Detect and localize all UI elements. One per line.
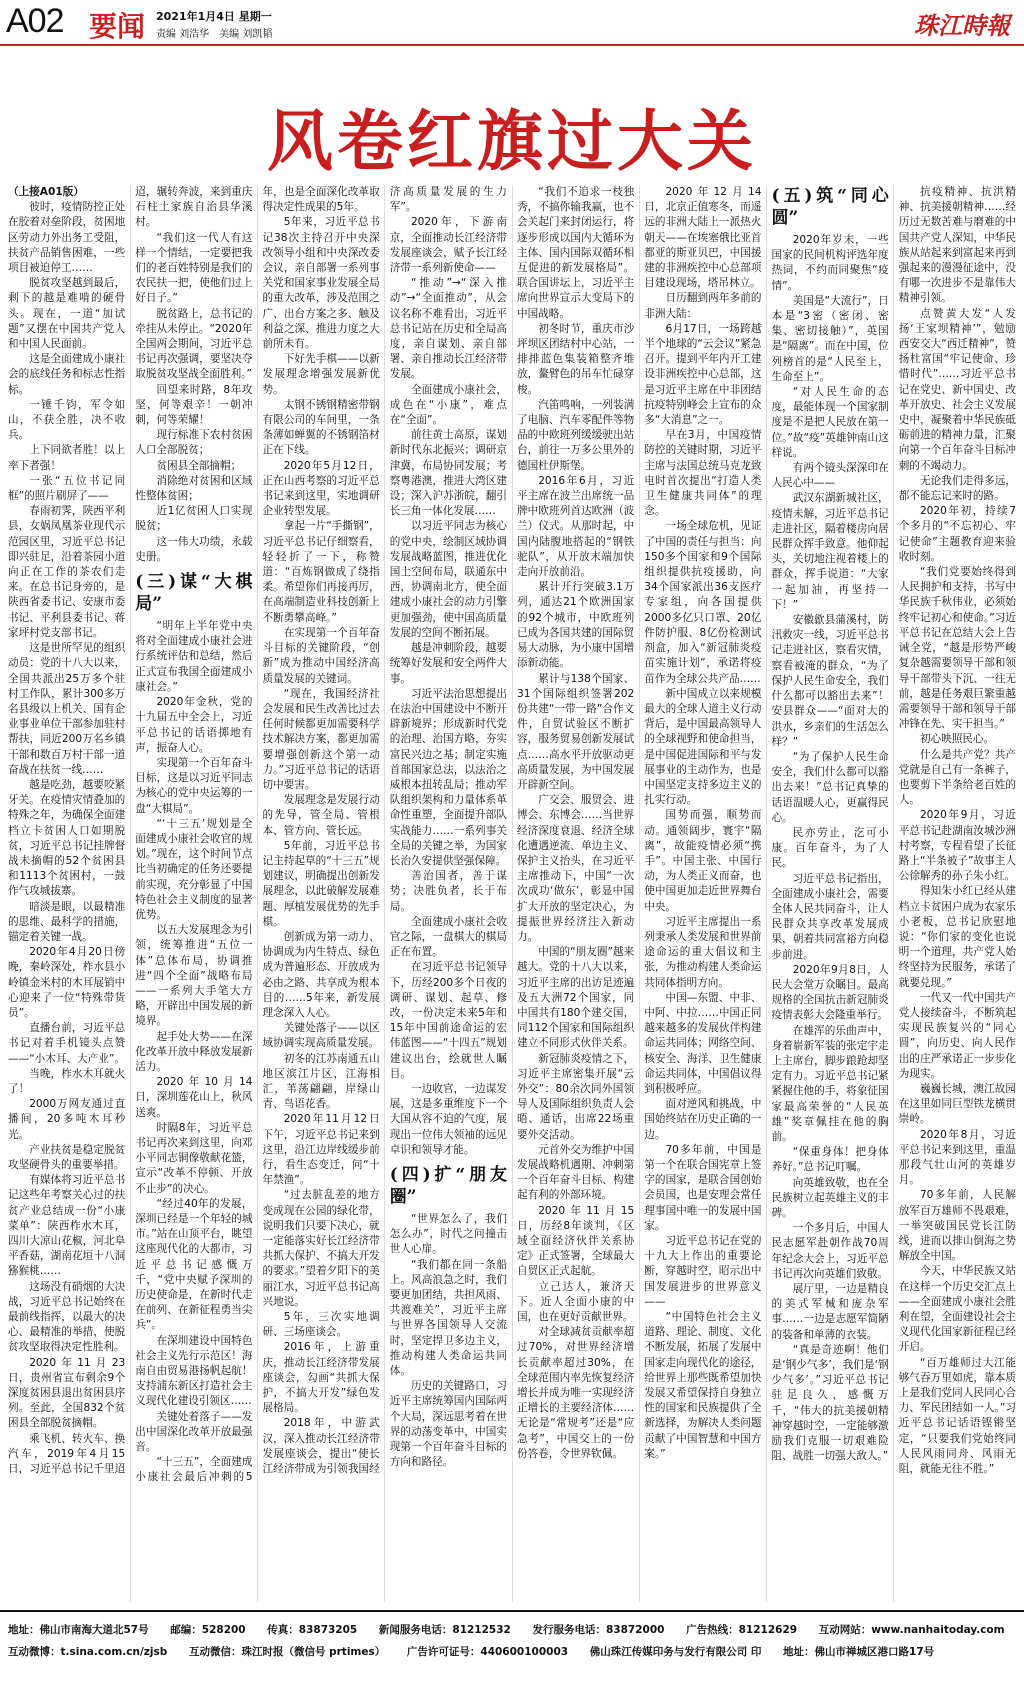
paragraph: 拿起一片“手撕钢”，习近平总书记仔细察看，轻轻折了一下，称赞道：“百炼钢做成了绕指柔。希望你们再接再厉，在高端制造业科技创新上不断勇攀高峰。” [262,520,380,624]
paragraph: 一场全球危机，见证了中国的责任与担当：向150多个国家和9个国际组织提供抗疫援助，向34个国家派出36支医疗专家组，向各国提供2000多亿只口罩、20亿件防护服、8亿份检测试剂盒，加入“新冠肺炎疫苗实施计划”，承诺将疫苗作为全球公共产品…… [644,520,762,685]
paragraph: 以五大发展理念为引领，统筹推进“五位一体”总体布局，协调推进“四个全面”战略布局——一系列大手笔大方略，开辟出中国发展的新境界。 [135,924,253,1028]
paragraph: 新中国成立以来规模最大的全球人道主义行动背后，是中国最高领导人的全球视野和使命担当，是中国促进国际和平与发展事业的主动作为，也是中国坚定支持多边主义的扎实行动。 [644,687,762,807]
footer-weibo: 互动微博：t.sina.com.cn/zjsb [8,1646,168,1658]
paragraph: 历史的关键路口，习近平主席统筹国内国际两个大局，深远思考着在世界的动荡变革中，中国实现第一个百年奋斗目标的方向和路径。 [389,1380,507,1469]
paragraph: 一个多月后，中国人民志愿军赴朝作战70周年纪念大会上，习近平总书记再次向英雄们致敬。 [771,1222,889,1280]
paragraph: 彼时，疫情防控正处在胶着对垒阶段，贫困地区劳动力外出务工受阻，扶贫产品销售困难，一些项目被迫停工…… [8,201,126,275]
paragraph: “中国特色社会主义道路、理论、制度、文化不断发展，拓展了发展中国家走向现代化的途径，给世界上那些既希望加快发展又希望保持自身独立性的国家和民族提供了全新选择，为解决人类问题贡献了中国智慧和中国方案。” [644,1311,762,1460]
paragraph: 一张“五位书记同框”的照片刷屏了—— [8,474,126,503]
paragraph: 前往黄土高原，谋划新时代东北振兴；调研京津冀，布局协同发展；考察粤港澳，推进大湾区建设；深入沪苏浙皖，翻引长三角一体化发展…… [389,429,507,518]
paragraph: 日历翻到两年多前的非洲大陆： [644,292,762,320]
paragraph: “推动”→“深入推动”→“全面推动”，从会议名称不难看出，习近平总书记站在历史和全局高度，亲自谋划、亲自部署、亲自推动长江经济带发展。 [389,277,507,381]
paragraph: 早在3月，中国疫情防控的关键时期，习近平主席与法国总统马克龙致电时首次提出“打造人类卫生健康共同体”的理念。 [644,429,762,518]
paragraph: 2020年5月12日，正在山西考察的习近平总书记来到这里，实地调研企业转型发展。 [262,459,380,518]
paragraph: 2020年9月，习近平总书记赴湖南汝城沙洲村考察，专程看望了长征路上“半条被子”故事主人公徐解秀的孙子朱小红。 [898,809,1016,883]
paragraph: “对人民生命的态度，最能体现一个国家制度是不是把人民放在第一位。”故“疫”英雄钟南山这样说。 [771,386,889,459]
paragraph: 广交会、服贸会、进博会、东博会……当世界经济深度衰退、经济全球化遭遇逆流、单边主义、保护主义抬头，在习近平主席推动下，中国“一次次成功‘做东’，彰显中国扩大开放的坚定决心，为提振世界经济注入新动力。 [517,794,635,943]
paragraph: 2020年8月，习近平总书记来到这里，重温那段气壮山河的英雄岁月。 [898,1128,1016,1187]
paragraph: 有两个镜头深深印在人民心中—— [771,462,889,490]
paragraph: 得知朱小红已经从建档立卡贫困户成为农家乐小老板，总书记欣慰地说：“你们家的变化也说明一个道理，共产党人始终坚持为民服务，承诺了就要兑现。” [898,885,1016,989]
paragraph: “我们党要始终得到人民拥护和支持，书写中华民族千秋伟业，必须始终牢记初心和使命。”习近平总书记在总结大会上告诫全党，“越是形势严峻复杂越需要领导干部和领导干部带头下沉、一往无前，越是任务艰巨繁重越需要领导干部和领导干部冲锋在先、实干担当。” [898,566,1016,731]
section-heading-5: (五)筑“同心圆” [771,186,889,228]
paragraph: 当晚，柞水木耳就火了！ [8,1067,126,1095]
paragraph: 2020年11月23日，贵州省宣布剩余9个深度贫困县退出贫困县序列。至此，全国832个贫困县全部脱贫摘帽。 [8,1356,126,1430]
paragraph: 春雨初霁，陕西平利县，女娲凤凰茶业现代示范园区里，习近平总书记即兴驻足，沿着茶园小道向正在工作的茶农们走来。在总书记身旁的，是陕西省委书记、安康市委书记、平利县委书记、蒋家坪村党支部书记。 [8,505,126,639]
paragraph: “我们这一代人有这样一个情结，一定要把我们的老百姓特别是我们的农民扶一把，使他们过上好日子。” [135,231,253,305]
paragraph: “百万雄师过大江能够气吞万里如虎，靠本质上是我们党同人民同心合力、军民团结如一人。”习近平总书记话语铿锵坚定，“只要我们党始终同人民风雨同舟、风雨无阻，就能无往不胜。” [898,1356,1016,1476]
paragraph: 安徽歙县蒲溪村，防汛救灾一线，习近平总书记走进社区，察看灾情，察看被淹的群众，“为了保护人民生命安全，我们什么都可以豁出去来”！安县群众——“面对大的洪水，乡亲们的生活怎么样？” [771,614,889,748]
paragraph: 这是全面建成小康社会的底线任务和标志性指标。 [8,353,126,396]
article-body [8,185,1016,1602]
paragraph: 民亦劳止，汔可小康。百年奋斗，为了人民。 [771,826,889,870]
paragraph: 越是冲刺阶段，越要统筹好发展和安全两件大事。 [389,642,507,685]
paragraph: 汽笛鸣响，一列装满了电脑、汽车零配件等物品的中欧班列缓缓驶出站台，前往一万多公里外的德国杜伊斯堡。 [517,398,635,472]
paragraph: “保重身体！把身体养好。”总书记叮嘱。 [771,1146,889,1174]
paragraph: 5年前，习近平总书记主持起草的“十三五”规划建议，明确提出创新发展理念，以此破解发展难题、厚植发展优势的先手棋。 [262,839,380,928]
paragraph: “世界怎么了，我们怎么办”，时代之问撞击世人心扉。 [389,1213,507,1256]
section-title: 要闻 [89,10,146,43]
paragraph: 2016年6月，习近平主席在波兰出席统一品牌中欧班列首达欧洲（波兰）仪式。从那时起，中国内陆腹地搭起的“钢铁驼队”，从开放末端加快走向开放前沿。 [517,474,635,579]
paragraph: 关键处着落子——发出中国深化改革开放最强音。 [135,1410,253,1454]
paragraph: 脱贫攻坚越到最后，剩下的越是难啃的硬骨头。现在，一道“加试题”又摆在中国共产党人和中国人民面前。 [8,277,126,351]
paragraph: 立己达人，兼济天下。近人全面小康的中国，也在更好贡献世界。 [517,1280,635,1324]
paragraph: 点赞黄大发“人发扬‘王家坝精神’”，勉励西安交大“西迁精神”，赞扬杜富国“牢记使命、珍惜时代”……习近平总书记在党史、新中国史、改革开放史、社会主义发展史中，凝聚着中华民族砥砺前进的精神力量，汇聚向第一个百年奋斗目标冲刺的不竭动力。 [898,307,1016,472]
paragraph: “真是奇迹啊！他们是‘钢少气多’，我们是‘钢少气多’。”习近平总书记驻足良久，感慨万千，“伟大的抗美援朝精神穿越时空，一定能够激励我们克服一切艰难险阻、战胜一切强大敌人。” [771,1343,889,1463]
footer-ad-license: 广告许可证号：440600100003 [406,1646,569,1658]
paragraph: 一边收官，一边谋发展，这是多重维度下一个大国从容不迫的气度，展现出一位伟大领袖的远见卓识和领导才能。 [389,1082,507,1156]
paragraph: 累计开行突破3.1万列，通达21个欧洲国家的92个城市，中欧班列已成为各国共建的国际贸易大动脉，为小康中国增添新动能。 [517,581,635,670]
paragraph: 2020年4月20日傍晚，秦岭深处，柞水县小岭镇金米村的木耳展销中心迎来了一位“特殊带货员”。 [8,946,126,1019]
paragraph: “我们都在同一条船上。风高浪急之时，我们要更加团结，共担风雨、共渡难关”，习近平主席与世界各国领导人交流时，坚定捍卫多边主义，推动构建人类命运共同体。 [389,1258,507,1378]
paragraph: 关键处落子——以区域协调实现高质量发展。 [262,1022,380,1050]
paragraph: 新冠肺炎疫情之下，习近平主席密集开展“云外交”：80余次同外国领导人及国际组织负责人会晤、通话，出席22场重要外交活动。 [517,1052,635,1141]
paragraph: 上下同欲者胜！以上率下者强！ [8,444,126,472]
paragraph: 在实现第一个百年奋斗目标的关键阶段，“创新”成为推动中国经济高质量发展的关键词。 [262,626,380,685]
paragraph: “经过40年的发展，深圳已经是一个年轻的城市。”站在山顶平台，眺望这座现代化的大都市，习近平总书记感慨万千，“党中央赋予深圳的历史使命是，在新时代走在前列、在新征程勇当尖兵”。 [135,1197,253,1332]
paragraph: 2020年12月14日，北京正值寒冬，而遥远的非洲大陆上一派热火朝天——在埃塞俄比亚首都亚的斯亚贝巴，中国援建的非洲疾控中心总部项目建设现场，塔吊林立。 [644,186,762,290]
paragraph: 展厅里，一边是精良的美式军械和庞杂军事……一边是志愿军简陋的装备和单薄的衣装。 [771,1283,889,1341]
paragraph: 脱贫路上，总书记的牵挂从未停止。“2020年全国两会期间，习近平总书记再次强调，要坚决夺取脱贫攻坚战全面胜利。” [135,307,253,381]
paragraph: 中国的“朋友圈”越来越大。党的十八大以来，习近平主席的出访足迹遍及五大洲72个国家，同中国共有180个建交国，同112个国家和国际组织建立不同形式伙伴关系。 [517,946,635,1050]
paragraph: 全面建成小康社会收官之际，一盘棋大的棋局正在布置。 [389,915,507,959]
paragraph: 初心映照民心。 [919,733,995,746]
paragraph: 太钢不锈钢精密带钢有限公司的车间里，一条条薄如蝉翼的不锈钢箔材正在下线。 [262,398,380,457]
paragraph: 5年，三次实地调研、三场座谈会。 [262,1311,380,1339]
paragraph: 2020年11月15日，历经8年谈判，《区域全面经济伙伴关系协定》正式签署，全球最大自贸区正式起航。 [517,1204,635,1278]
footer-wechat: 互动微信：珠江时报（微信号 prtimes） [188,1646,386,1658]
paragraph: 创新成为第一动力、协调成为内生特点、绿色成为普遍形态、开放成为必由之路、共享成为根本目的……5年来，新发展理念深入人心。 [262,930,380,1019]
footer-postcode: 邮编：528200 [170,1624,246,1636]
paragraph: 实现第一个百年奋斗目标，这是以习近平同志为核心的党中央运筹的一盘“大棋局”。 [135,756,253,815]
paragraph: 今天，中华民族又站在这样一个历史交汇点上——全面建成小康社会胜利在望，全面建设社会主义现代化国家新征程已经开启。 [898,1265,1016,1354]
footer-publisher-line [8,1644,952,1659]
paragraph: 以习近平同志为核心的党中央，绘制区域协调发展战略蓝图，推进优化国土空间布局，联通东中西，协调南北方，使全面建成小康社会的动力引擎更加强劲，使中国高质量发展的空间不断拓展。 [389,520,507,639]
paragraph: 抗疫精神、抗洪精神、抗美援朝精神……经历过无数苦难与磨难的中国共产党人深知，中华民族从站起来到富起来再到强起来的漫漫征途中，没有哪一次进步不是靠伟大精神引领。 [898,186,1016,305]
paragraph: 5年来，习近平总书记38次主持召开中央深改领导小组和中央深改委会议，亲自部署一系列事关党和国家事业发展全局的重大改革，涉及范围之广、出台方案之多、触及利益之深、推进力度之大前所未有。 [262,216,380,351]
paragraph: 现行标准下农村贫困人口全部脱贫； [135,429,253,457]
paragraph: “为了保护人民生命安全，我们什么都可以豁出去来！”总书记真挚的话语温暖人心，更赢得民心。 [771,750,889,824]
paragraph: 2000万网友通过直播间，20多吨木耳秒光。 [8,1098,126,1141]
paragraph: “过去脏乱差的地方变成现在公园的绿化带，说明我们只要下决心，就一定能落实好长江经济带共抓大保护、不搞大开发的要求。”望着夕阳下的美丽江水，习近平总书记高兴地说。 [262,1189,380,1308]
page-code: A02 [6,2,64,40]
paragraph: 近1亿贫困人口实现脱贫； [135,505,253,533]
paragraph: 无论我们走得多远，都不能忘记来时的路。 [898,474,1016,503]
paragraph: 习近平法治思想提出在法治中国建设中不断开辟新境界；形成新时代党的治理、治国方略，夯实富民兴边之基；制定实施首部国家总法，以法治之威根本扭转乱局；推动军队组织架构和力量体系革命性重塑，全面提升部队实战能力……一系列事关全局的关键之举，为国家长治久安提供坚强保障。 [389,687,507,867]
issue-date: 2021年1月4日 星期一 [156,10,272,23]
paragraph: “‘十三五’规划是全面建成小康社会收官的规划。”现在，这个时间节点比当初确定的任务还要提前实现，充分彰显了中国特色社会主义制度的显著优势。 [135,817,253,921]
paragraph: 回望来时路，8年攻坚，何等艰辛！一朝冲刺，何等荣耀！ [135,383,253,427]
paragraph: 这是世所罕见的组织动员：党的十八大以来，全国共派出25万多个驻村工作队，累计300多万名县级以上机关、国有企业事业单位干部参加驻村帮扶，同近200万名乡镇干部和数百万村干部一道奋战在扶贫一线…… [8,642,126,776]
paragraph: 2020年11月12日下午，习近平总书记来到这里，沿江边岸线缓步前行，看生态变迁，问“十年禁渔”。 [262,1113,380,1187]
continued-from: （上接A01版） [8,186,84,198]
paragraph: 2020年金秋，党的十九届五中全会上，习近平总书记的话语掷地有声，振奋人心。 [135,696,253,754]
paragraph: 中国—东盟、中非、中阿、中拉……中国正同越来越多的发展伙伴构建命运共同体；网络空间、核安全、海洋、卫生健康命运共同体，中国倡议得到积极呼应。 [644,991,762,1095]
paragraph: “明年上半年党中央将对全面建成小康社会进行系统评估和总结，然后正式宣布我国全面建成小康社会。” [135,620,253,693]
paragraph: 累计与138个国家、31个国际组织签署202份共建“一带一路”合作文件，自贸试验区不断扩容，服务贸易创新发展试点……高水平开放驱动更高质量发展，为中国发展开辟新空间。 [517,672,635,791]
paragraph: 直播台前，习近平总书记对着手机镜头点赞——“小木耳、大产业”。 [8,1022,126,1065]
paragraph: 在习近平总书记领导下，历经200多个日夜的调研、谋划、起草、修改，一份决定未来5年和15年中国前途命运的宏伟蓝图——“十四五”规划建议出台，绘就世人瞩目。 [389,961,507,1080]
paragraph: 2020年9月8日，人民大会堂万众瞩目。最高规格的全国抗击新冠肺炎疫情表彰大会隆重举行。 [771,963,889,1022]
footer-address: 地址：佛山市南海大道北57号 [8,1624,149,1636]
paragraph: 起手处大势——在深化改革开放中释放发展新活力。 [135,1030,253,1073]
paragraph: 产业扶贫是稳定脱贫攻坚硬骨头的重要举措。 [8,1143,126,1171]
section-heading-4: (四)扩“朋友圈” [389,1165,507,1207]
paragraph: 全面建成小康社会，成色在“小康”，难点在“全面”。 [389,383,507,427]
paragraph: 美国是“大流行”，日本是“3密（密闭、密集、密切接触）”，英国是“隔离”。而在中国，位列榜首的是“人民至上，生命至上”。 [771,294,889,383]
paragraph: 习近平总书记指出，全面建成小康社会，需要全体人民共同奋斗，让人民群众共享改革发展成果，朝着共同富裕方向稳步前进。 [771,872,889,961]
paragraph: 2018年，中游武汉，深入推动长江经济带发展座谈会，提出“使长江经济带成为引领我国经济高质量发展的生力军”。 [262,186,507,1476]
paragraph: “现在，我国经济社会发展和民生改善比过去任何时候都更加需要科学技术解决方案，都更加需要增强创新这个第一动力。”习近平总书记的话语切中要害。 [262,687,380,791]
paragraph: 在深圳建设中国特色社会主义先行示范区！海南自由贸易港扬帆起航！支持浦东新区打造社会主义现代化建设引领区…… [135,1334,253,1408]
paragraph: 下好先手棋——以新发展理念增强发展新优势。 [262,353,380,396]
footer-printer-address: 地址：佛山市禅城区港口路17号 [783,1646,935,1658]
paragraph: 善治国者，善于谋势；决胜负者，长于布局。 [389,870,507,913]
paragraph: 2016年，上游重庆，推动长江经济带发展座谈会，勾画“共抓大保护，不搞大开发”绿色发展格局。 [262,1341,380,1415]
paragraph: 这一伟大功绩，永载史册。 [135,535,253,563]
footer-ad-hotline: 广告热线：81212629 [686,1624,798,1636]
section-heading-3: (三)谋“大棋局” [135,572,253,615]
paragraph: 70多年前，中国是第一个在联合国宪章上签字的国家，是联合国创始会员国，也是安理会常任理事国中唯一的发展中国家。 [644,1143,762,1232]
paragraph: 习近平主席提出一系列秉承人类发展和世界前途命运的重大倡议和主张，为推动构建人类命运共同体指明方向。 [644,915,762,989]
paragraph: 面对逆风和挑战，中国始终站在历史正确的一边。 [644,1098,762,1141]
paragraph: 巍巍长城，澳江故园在这里如同巨型铁龙横贯崇岭。 [898,1082,1016,1126]
paragraph: 在雄浑的乐曲声中，身着崭新军装的张定宇走上主席台，脚步踉跄却坚定有力。习近平总书记紧紧握住他的手，将象征国家最高荣誉的“人民英雄”奖章佩挂在他的胸前。 [771,1024,889,1143]
footer-fax: 传真：83873205 [267,1624,358,1636]
footer-contact-line [8,1622,1023,1637]
paragraph: 2020年10月14日，深圳莲花山上，秋风送爽。 [135,1076,253,1119]
paragraph: 习近平总书记在党的十九大上作出的重要论断，穿越时空，昭示出中国发展进步的世界意义—— [644,1235,762,1308]
paragraph: 初冬时节，重庆市沙坪坝区团结村中心站，一排排蓝色集装箱整齐堆放，鳌臂色的吊车忙碌穿梭。 [517,322,635,396]
footer-news-hotline: 新闻服务电话：81212532 [378,1624,511,1636]
paragraph: 越是吃劲，越要咬紧牙关。在疫情灾情叠加的特殊之年，为确保全面建档立卡贫困人口如期脱贫，习近平总书记挂牌督战未摘帽的52个贫困县和1113个贫困村，一鼓作气攻城拔寨。 [8,778,126,898]
paragraph: 这场没有硝烟的大决战，习近平总书记始终在最前线指挥，以最大的决心、最精准的举措，使脱贫攻坚取得决定性胜利。 [8,1280,126,1354]
footer-website: 互动网站：www.nanhaitoday.com [818,1624,1005,1636]
paragraph: 时隔8年，习近平总书记再次来到这里，向邓小平同志铜像敬献花篮，宣示“改革不停顿、开放不止步”的决心。 [135,1121,253,1195]
paragraph: 消除绝对贫困和区域性整体贫困； [135,474,253,503]
paragraph: 2020年，下游南京，全面推动长江经济带发展座谈会，赋予长江经济带一系列新使命—— [389,216,507,275]
masthead [0,0,1024,46]
paragraph: 2020年岁末，一些国家的民间机构评选年度热词，不约而同聚焦“疫情”。 [771,234,889,292]
editors-credit: 责编 刘浩华 美编 刘凯韬 [156,29,273,40]
paragraph: 初冬的江苏南通五山地区滨江片区，江海相汇，苇荡翩翩，岸绿山青、鸟语花香。 [262,1052,380,1111]
paragraph: 乘飞机、转火车、换汽车，2019年4月15日，习近平总书记千里迢迢，辗转奔波，来到重庆石柱土家族自治县华溪村。 [8,186,253,1476]
paragraph: 贫困县全部摘帽； [156,459,242,472]
footer-printer: 佛山珠江传媒印务与发行有限公司 印 [589,1646,762,1658]
paragraph: 发展理念是发展行动的先导，管全局、管根本、管方向、管长远。 [262,794,380,837]
paragraph: 武汉东湖新城社区，疫情未解，习近平总书记走进社区，隔着楼房向居民群众挥手致意。他仰起头，关切地注视着楼上的群众，挥手说道：“大家一起加油，再坚持一下！” [771,492,889,611]
paragraph: 6月17日，一场跨越半个地球的“云会议”紧急召开。提到平年内开工建设非洲疾控中心总部，这是习近平主席在中非团结抗疫特别峰会上宣布的众多“大消息”之一。 [644,322,762,427]
paragraph: 有媒体将习近平总书记这些年考察关心过的扶贫产业总结成一份“小康菜单”：陕西柞水木耳，四川大凉山花椒，河北阜平香菇，湖南花垣十八洞猕猴桃…… [8,1174,126,1278]
paragraph: 2020年初，持续7个多月的“不忘初心、牢记使命”主题教育迎来验收时刻。 [898,505,1016,563]
newspaper-logo: 珠江時報 [914,11,1010,40]
paragraph: 暗淡是眼，以最精准的思维、最科学的措施，锚定着关键一战。 [8,900,126,943]
paragraph: 国势而强，顺势而动。通领阔步，寰宇“隔离”，故能疫情必须“携手”。中国主张、中国行动，为人类正义而奋，也使中国更加走近世界舞台中央。 [644,809,762,913]
paragraph: “我们不追求一枝独秀，不搞你输我赢，也不会关起门来封闭运行，将逐步形成以国内大循环为主体、国内国际双循环相互促进的新发展格局”。联合国讲坛上，习近平主席向世界宣示大变局下的中国战略。 [517,186,635,320]
paragraph: 对全球减贫贡献率超过70%，对世界经济增长贡献率超过30%，在全球范围内率先恢复经济增长并成为唯一实现经济正增长的主要经济体……无论是“常规考”还是“应急考”，中国交上的一份份答卷，令世界钦佩。 [517,1326,635,1460]
paragraph: 元首外交为维护中国发展战略机遇期、冲刺第一个百年奋斗目标、构建起有利的外部环境。 [517,1143,635,1202]
paragraph: 一代又一代中国共产党人接续奋斗，不断筑起实现民族复兴的“同心圆”，向历史、向人民作出的庄严承诺正一步步化为现实。 [898,991,1016,1080]
paragraph: 向英雄致敬，也在全民族树立起英雄主义的丰碑。 [771,1176,889,1219]
paragraph: 一锤千钧，军令如山，不获全胜，决不收兵。 [8,398,126,442]
paragraph: 70多年前，人民解放军百万雄师不畏艰难，一举突破国民党长江防线，进而以排山倒海之势解放全中国。 [898,1189,1016,1263]
headline: 风卷红旗过大关 [267,102,757,180]
page-footer [0,1610,1024,1683]
footer-distribution-hotline: 发行服务电话：83872000 [532,1624,665,1636]
paragraph: “十三五”，全面建成小康社会最后冲刺的5年，也是全面深化改革取得决定性成果的5年。 [135,186,380,1484]
paragraph: 什么是共产党？共产党就是自己有一条裤子，也要剪下半条给老百姓的人。 [898,748,1016,807]
